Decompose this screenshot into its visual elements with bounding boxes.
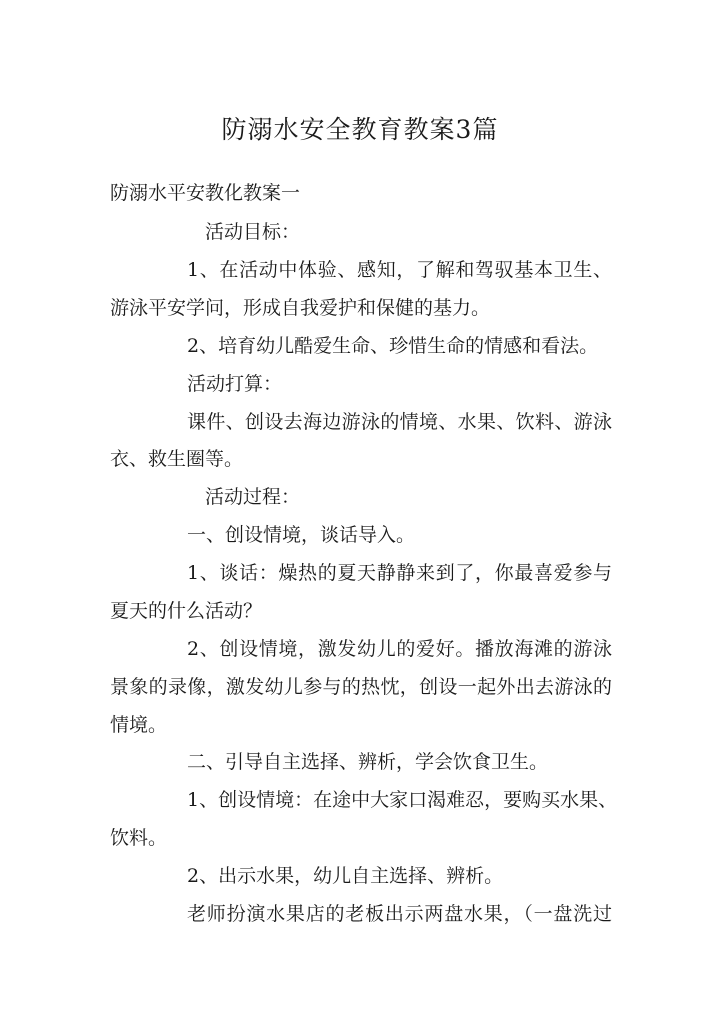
paragraph-line: 活动过程： [205, 486, 301, 508]
paragraph-line: 活动目标： [205, 221, 301, 243]
paragraph-line: 情境。 [110, 714, 168, 736]
paragraph-line: 老师扮演水果店的老板出示两盘水果，（一盘洗过 [187, 903, 612, 925]
paragraph-line: 游泳平安学问，形成自我爱护和保健的基力。 [110, 297, 491, 319]
paragraph-line: 活动打算： [187, 373, 283, 395]
paragraph-line: 夏天的什么活动？ [110, 600, 263, 622]
paragraph-line: 1、在活动中体验、感知，了解和驾驭基本卫生、 [187, 259, 612, 281]
document-title: 防溺水安全教育教案3篇 [221, 115, 499, 144]
paragraph-line: 1、创设情境：在途中大家口渴难忍，要购买水果、 [187, 789, 618, 811]
paragraph-line: 课件、创设去海边游泳的情境、水果、饮料、游泳 [187, 411, 612, 433]
section-heading: 防溺水平安教化教案一 [110, 182, 301, 204]
paragraph-line: 1、谈话：燥热的夏天静静来到了，你最喜爱参与 [187, 562, 612, 584]
paragraph-line: 饮料。 [110, 827, 168, 849]
paragraph-line: 2、出示水果，幼儿自主选择、辨析。 [187, 865, 504, 887]
paragraph-line: 景象的录像，激发幼儿参与的热忱，创设一起外出去游泳的 [110, 676, 612, 698]
paragraph-line: 二、引导自主选择、辨析，学会饮食卫生。 [187, 751, 549, 773]
paragraph-line: 2、培育幼儿酷爱生命、珍惜生命的情感和看法。 [187, 335, 599, 357]
paragraph-line: 一、创设情境，谈话导入。 [187, 524, 416, 546]
paragraph-line: 2、创设情境，激发幼儿的爱好。播放海滩的游泳 [187, 638, 612, 660]
paragraph-line: 衣、救生圈等。 [110, 448, 244, 470]
